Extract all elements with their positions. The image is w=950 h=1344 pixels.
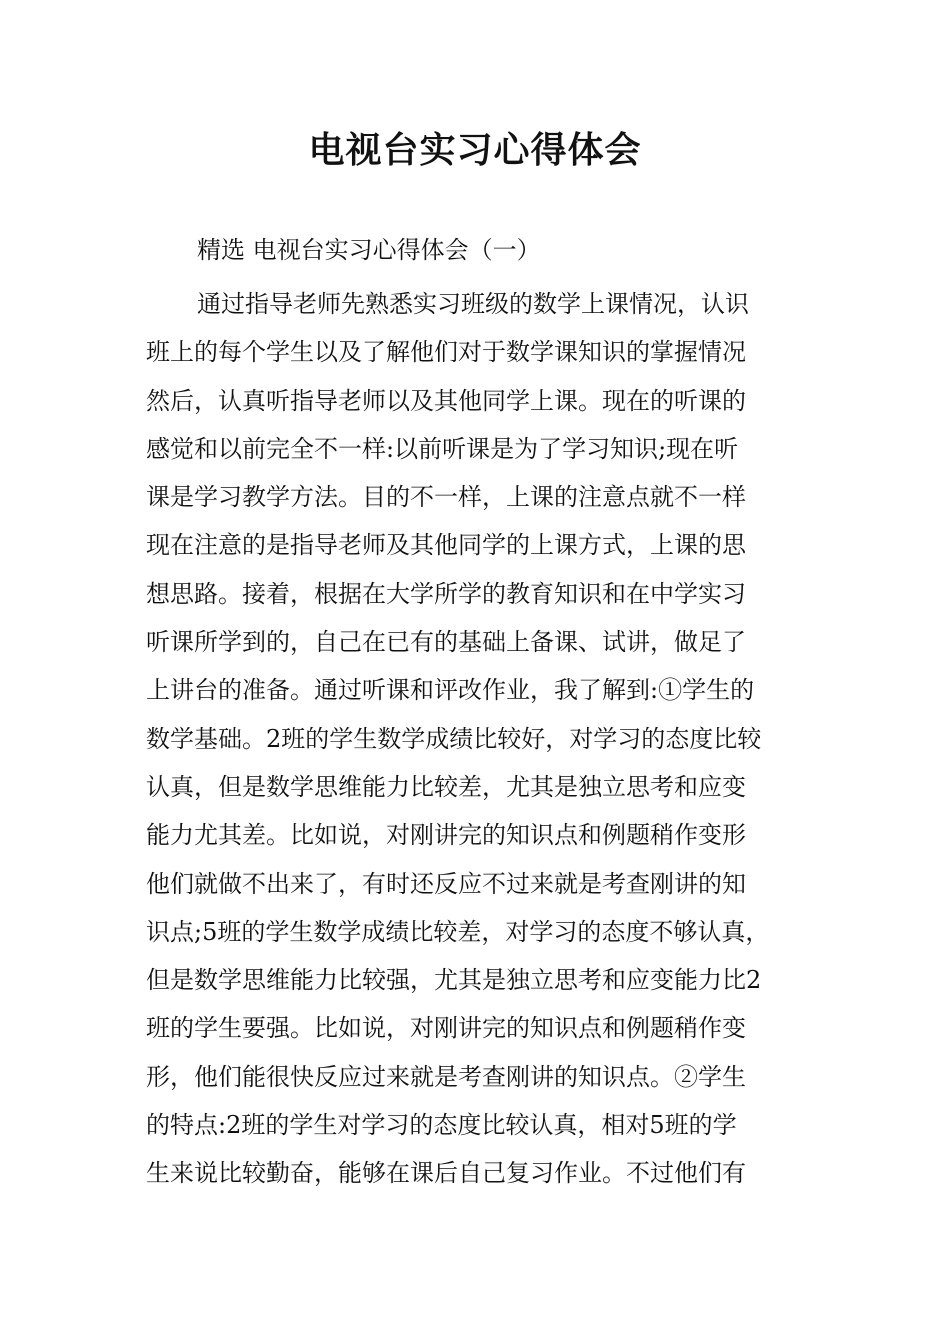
body-line: 上讲台的准备。通过听课和评改作业，我了解到:①学生的 <box>146 676 755 705</box>
body-line: 想思路。接着，根据在大学所学的教育知识和在中学实习 <box>146 579 746 608</box>
body-line: 然后，认真听指导老师以及其他同学上课。现在的听课的 <box>146 386 746 415</box>
document-body <box>146 280 826 1198</box>
body-line: 生来说比较勤奋，能够在课后自己复习作业。不过他们有 <box>146 1159 746 1188</box>
body-line: 听课所学到的，自己在已有的基础上备课、试讲，做足了 <box>146 628 746 657</box>
body-line: 数学基础。2班的学生数学成绩比较好，对学习的态度比较 <box>146 724 762 753</box>
body-line: 课是学习教学方法。目的不一样，上课的注意点就不一样 <box>146 483 746 512</box>
body-line: 的特点:2班的学生对学习的态度比较认真，相对5班的学 <box>146 1111 737 1140</box>
body-line: 但是数学思维能力比较强，尤其是独立思考和应变能力比2 <box>146 966 762 995</box>
document-title: 电视台实习心得体会 <box>308 130 642 171</box>
body-line: 通过指导老师先熟悉实习班级的数学上课情况，认识 <box>197 290 749 318</box>
body-line: 感觉和以前完全不一样:以前听课是为了学习知识;现在听 <box>146 434 739 463</box>
document-subtitle: 精选 电视台实习心得体会（一） <box>197 236 541 264</box>
body-line: 形，他们能很快反应过来就是考查刚讲的知识点。②学生 <box>146 1062 746 1091</box>
body-line: 班的学生要强。比如说，对刚讲完的知识点和例题稍作变 <box>146 1014 746 1043</box>
body-line: 现在注意的是指导老师及其他同学的上课方式，上课的思 <box>146 531 746 560</box>
body-line: 能力尤其差。比如说，对刚讲完的知识点和例题稍作变形 <box>146 821 746 850</box>
body-line: 班上的每个学生以及了解他们对于数学课知识的掌握情况 <box>146 338 746 367</box>
body-line: 识点;5班的学生数学成绩比较差，对学习的态度不够认真， <box>146 917 770 946</box>
body-line: 认真，但是数学思维能力比较差，尤其是独立思考和应变 <box>146 772 746 801</box>
body-line: 他们就做不出来了，有时还反应不过来就是考查刚讲的知 <box>146 869 746 898</box>
